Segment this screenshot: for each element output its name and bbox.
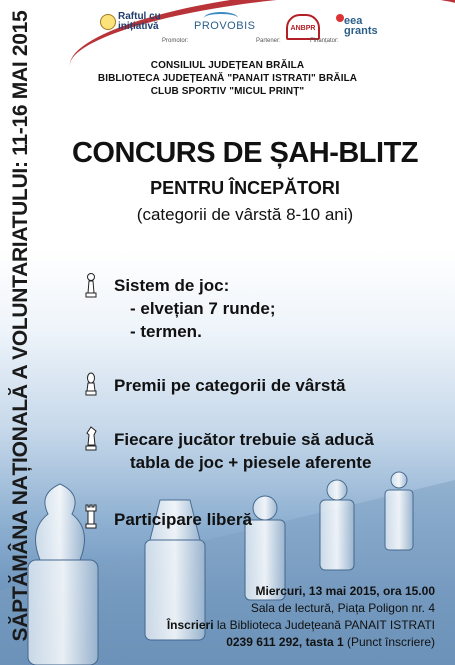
- page-title: CONCURS DE ȘAH-BLITZ: [71, 137, 419, 169]
- promotor-label: Promotor:: [162, 38, 189, 44]
- bishop-icon: [84, 370, 98, 396]
- partner-logo: ANBPR: [286, 14, 320, 40]
- item-line: tabla de joc + piesele aferente: [130, 453, 372, 472]
- organizer-line: BIBLIOTECA JUDEȚEANĂ "PANAIT ISTRATI" BRĂILA: [97, 73, 358, 84]
- knight-icon: [84, 425, 98, 451]
- phone-number: 0239 611 292, tasta 1: [226, 635, 344, 649]
- list-item: [114, 428, 374, 474]
- item-line: Sistem de joc:: [114, 276, 230, 295]
- funder-line1: eea: [344, 15, 363, 27]
- item-line: - termen.: [130, 322, 202, 341]
- event-venue: Sala de lectură, Piața Poligon nr. 4: [250, 601, 435, 615]
- phone-note: (Punct înscriere): [346, 635, 435, 649]
- logo-strip: [100, 10, 445, 50]
- item-line: Fiecare jucător trebuie să aducă: [114, 430, 374, 449]
- registration-line: [167, 618, 435, 632]
- promotor-logo: PROVOBIS: [194, 20, 256, 32]
- organizer-line: CONSILIUL JUDEȚEAN BRĂILA: [150, 60, 305, 71]
- item-line: Participare liberă: [114, 510, 252, 529]
- vertical-banner: SĂPTĂMÂNA NAȚIONALĂ A VOLUNTARIATULUI: 11-16 MAI 2015: [9, 10, 32, 642]
- funder-label: Finanțator:: [310, 38, 339, 44]
- age-note: (categorii de vârstă 8-10 ani): [136, 205, 354, 224]
- item-line: Premii pe categorii de vârstă: [114, 376, 346, 395]
- item-line: - elvețian 7 runde;: [130, 299, 276, 318]
- organizer-line: CLUB SPORTIV "MICUL PRINȚ": [150, 86, 305, 97]
- event-date: Miercuri, 13 mai 2015, ora 15.00: [255, 584, 435, 598]
- list-item: [114, 274, 275, 343]
- lightbulb-icon: [100, 14, 116, 30]
- phone-line: [226, 635, 435, 649]
- funder-logo: [344, 16, 378, 36]
- rook-icon: [84, 503, 98, 529]
- registration-rest: la Biblioteca Județeană PANAIT ISTRATI: [216, 618, 435, 632]
- partner-label: Partener:: [256, 38, 281, 44]
- subtitle: PENTRU ÎNCEPĂTORI: [150, 178, 340, 198]
- list-item: [114, 374, 346, 397]
- eea-dot-icon: [336, 14, 344, 22]
- registration-prefix: Înscrieri: [166, 618, 214, 632]
- pawn-icon: [84, 272, 98, 298]
- organizer-logo: Raftul cu inițiativă: [118, 11, 161, 32]
- list-item: [114, 508, 252, 531]
- funder-line2: grants: [344, 25, 378, 37]
